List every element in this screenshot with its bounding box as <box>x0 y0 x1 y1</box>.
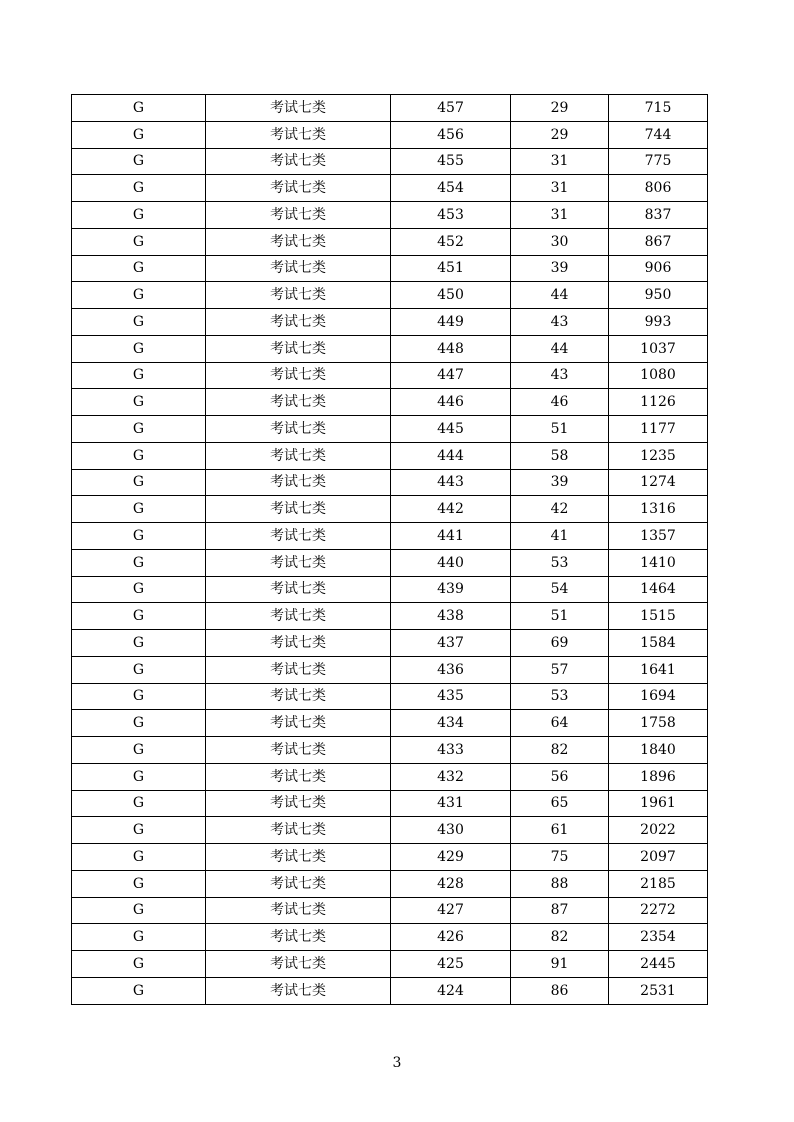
category-cell: G <box>72 576 206 603</box>
table-row <box>72 175 708 202</box>
table-row <box>72 951 708 978</box>
count-cell: 44 <box>511 335 609 362</box>
count-cell: 86 <box>511 977 609 1004</box>
score-cell: 457 <box>391 95 511 122</box>
cumulative-cell: 867 <box>609 228 708 255</box>
score-cell: 424 <box>391 977 511 1004</box>
count-cell: 58 <box>511 442 609 469</box>
exam-type-cell: 考试七类 <box>206 924 391 951</box>
cumulative-cell: 1464 <box>609 576 708 603</box>
count-cell: 54 <box>511 576 609 603</box>
exam-type-cell: 考试七类 <box>206 523 391 550</box>
cumulative-cell: 2185 <box>609 870 708 897</box>
exam-type-cell: 考试七类 <box>206 95 391 122</box>
table-row <box>72 202 708 229</box>
category-cell: G <box>72 202 206 229</box>
category-cell: G <box>72 121 206 148</box>
table-row <box>72 737 708 764</box>
score-cell: 440 <box>391 549 511 576</box>
score-cell: 455 <box>391 148 511 175</box>
category-cell: G <box>72 737 206 764</box>
count-cell: 69 <box>511 630 609 657</box>
count-cell: 43 <box>511 309 609 336</box>
score-cell: 434 <box>391 710 511 737</box>
count-cell: 65 <box>511 790 609 817</box>
category-cell: G <box>72 763 206 790</box>
exam-type-cell: 考试七类 <box>206 255 391 282</box>
count-cell: 64 <box>511 710 609 737</box>
count-cell: 41 <box>511 523 609 550</box>
count-cell: 88 <box>511 870 609 897</box>
exam-type-cell: 考试七类 <box>206 977 391 1004</box>
table-row <box>72 309 708 336</box>
table-row <box>72 844 708 871</box>
category-cell: G <box>72 175 206 202</box>
exam-type-cell: 考试七类 <box>206 844 391 871</box>
table-row <box>72 549 708 576</box>
category-cell: G <box>72 496 206 523</box>
category-cell: G <box>72 844 206 871</box>
cumulative-cell: 715 <box>609 95 708 122</box>
exam-type-cell: 考试七类 <box>206 282 391 309</box>
exam-type-cell: 考试七类 <box>206 630 391 657</box>
category-cell: G <box>72 924 206 951</box>
category-cell: G <box>72 683 206 710</box>
cumulative-cell: 744 <box>609 121 708 148</box>
cumulative-cell: 2354 <box>609 924 708 951</box>
score-cell: 428 <box>391 870 511 897</box>
score-cell: 432 <box>391 763 511 790</box>
score-cell: 451 <box>391 255 511 282</box>
category-cell: G <box>72 335 206 362</box>
table-row <box>72 710 708 737</box>
score-cell: 452 <box>391 228 511 255</box>
count-cell: 75 <box>511 844 609 871</box>
category-cell: G <box>72 442 206 469</box>
score-cell: 426 <box>391 924 511 951</box>
score-cell: 429 <box>391 844 511 871</box>
count-cell: 57 <box>511 656 609 683</box>
category-cell: G <box>72 523 206 550</box>
category-cell: G <box>72 977 206 1004</box>
exam-type-cell: 考试七类 <box>206 202 391 229</box>
table-row <box>72 603 708 630</box>
exam-type-cell: 考试七类 <box>206 603 391 630</box>
count-cell: 30 <box>511 228 609 255</box>
table-row <box>72 362 708 389</box>
exam-type-cell: 考试七类 <box>206 951 391 978</box>
score-cell: 435 <box>391 683 511 710</box>
exam-type-cell: 考试七类 <box>206 763 391 790</box>
score-cell: 427 <box>391 897 511 924</box>
category-cell: G <box>72 389 206 416</box>
cumulative-cell: 1410 <box>609 549 708 576</box>
category-cell: G <box>72 951 206 978</box>
count-cell: 39 <box>511 255 609 282</box>
cumulative-cell: 1037 <box>609 335 708 362</box>
exam-type-cell: 考试七类 <box>206 870 391 897</box>
score-cell: 431 <box>391 790 511 817</box>
count-cell: 82 <box>511 924 609 951</box>
score-cell: 444 <box>391 442 511 469</box>
table-row <box>72 790 708 817</box>
table-row <box>72 95 708 122</box>
score-cell: 438 <box>391 603 511 630</box>
cumulative-cell: 950 <box>609 282 708 309</box>
cumulative-cell: 993 <box>609 309 708 336</box>
count-cell: 42 <box>511 496 609 523</box>
score-cell: 439 <box>391 576 511 603</box>
count-cell: 29 <box>511 95 609 122</box>
table-row <box>72 442 708 469</box>
category-cell: G <box>72 870 206 897</box>
score-cell: 437 <box>391 630 511 657</box>
score-table <box>71 94 708 1005</box>
count-cell: 87 <box>511 897 609 924</box>
table-row <box>72 389 708 416</box>
exam-type-cell: 考试七类 <box>206 228 391 255</box>
score-cell: 453 <box>391 202 511 229</box>
category-cell: G <box>72 656 206 683</box>
score-cell: 445 <box>391 416 511 443</box>
count-cell: 31 <box>511 202 609 229</box>
exam-type-cell: 考试七类 <box>206 148 391 175</box>
exam-type-cell: 考试七类 <box>206 790 391 817</box>
category-cell: G <box>72 255 206 282</box>
table-row <box>72 121 708 148</box>
exam-type-cell: 考试七类 <box>206 656 391 683</box>
table-row <box>72 870 708 897</box>
category-cell: G <box>72 603 206 630</box>
table-row <box>72 523 708 550</box>
exam-type-cell: 考试七类 <box>206 710 391 737</box>
exam-type-cell: 考试七类 <box>206 362 391 389</box>
category-cell: G <box>72 416 206 443</box>
cumulative-cell: 1758 <box>609 710 708 737</box>
cumulative-cell: 1274 <box>609 469 708 496</box>
score-cell: 430 <box>391 817 511 844</box>
score-cell: 456 <box>391 121 511 148</box>
score-cell: 433 <box>391 737 511 764</box>
cumulative-cell: 837 <box>609 202 708 229</box>
cumulative-cell: 2445 <box>609 951 708 978</box>
page-number: 3 <box>392 1055 402 1071</box>
table-row <box>72 255 708 282</box>
exam-type-cell: 考试七类 <box>206 469 391 496</box>
cumulative-cell: 1235 <box>609 442 708 469</box>
cumulative-cell: 1961 <box>609 790 708 817</box>
count-cell: 31 <box>511 148 609 175</box>
score-cell: 454 <box>391 175 511 202</box>
category-cell: G <box>72 148 206 175</box>
category-cell: G <box>72 362 206 389</box>
count-cell: 53 <box>511 683 609 710</box>
table-row <box>72 630 708 657</box>
count-cell: 82 <box>511 737 609 764</box>
exam-type-cell: 考试七类 <box>206 897 391 924</box>
exam-type-cell: 考试七类 <box>206 389 391 416</box>
table-row <box>72 416 708 443</box>
category-cell: G <box>72 228 206 255</box>
table-row <box>72 656 708 683</box>
count-cell: 56 <box>511 763 609 790</box>
exam-type-cell: 考试七类 <box>206 416 391 443</box>
exam-type-cell: 考试七类 <box>206 576 391 603</box>
exam-type-cell: 考试七类 <box>206 175 391 202</box>
cumulative-cell: 1177 <box>609 416 708 443</box>
cumulative-cell: 1357 <box>609 523 708 550</box>
cumulative-cell: 806 <box>609 175 708 202</box>
count-cell: 51 <box>511 416 609 443</box>
count-cell: 31 <box>511 175 609 202</box>
cumulative-cell: 1584 <box>609 630 708 657</box>
score-cell: 436 <box>391 656 511 683</box>
table-row <box>72 897 708 924</box>
exam-type-cell: 考试七类 <box>206 737 391 764</box>
exam-type-cell: 考试七类 <box>206 335 391 362</box>
category-cell: G <box>72 309 206 336</box>
score-cell: 450 <box>391 282 511 309</box>
category-cell: G <box>72 897 206 924</box>
exam-type-cell: 考试七类 <box>206 442 391 469</box>
cumulative-cell: 1316 <box>609 496 708 523</box>
category-cell: G <box>72 282 206 309</box>
cumulative-cell: 906 <box>609 255 708 282</box>
table-row <box>72 576 708 603</box>
cumulative-cell: 2272 <box>609 897 708 924</box>
count-cell: 53 <box>511 549 609 576</box>
exam-type-cell: 考试七类 <box>206 817 391 844</box>
score-cell: 442 <box>391 496 511 523</box>
category-cell: G <box>72 817 206 844</box>
count-cell: 61 <box>511 817 609 844</box>
category-cell: G <box>72 710 206 737</box>
table-row <box>72 683 708 710</box>
score-cell: 425 <box>391 951 511 978</box>
cumulative-cell: 1641 <box>609 656 708 683</box>
score-cell: 446 <box>391 389 511 416</box>
category-cell: G <box>72 630 206 657</box>
score-cell: 449 <box>391 309 511 336</box>
count-cell: 29 <box>511 121 609 148</box>
exam-type-cell: 考试七类 <box>206 496 391 523</box>
table-row <box>72 282 708 309</box>
cumulative-cell: 1840 <box>609 737 708 764</box>
table-row <box>72 469 708 496</box>
cumulative-cell: 2022 <box>609 817 708 844</box>
table-row <box>72 817 708 844</box>
category-cell: G <box>72 790 206 817</box>
score-cell: 448 <box>391 335 511 362</box>
score-cell: 447 <box>391 362 511 389</box>
count-cell: 44 <box>511 282 609 309</box>
table-row <box>72 977 708 1004</box>
cumulative-cell: 1126 <box>609 389 708 416</box>
table-row <box>72 924 708 951</box>
count-cell: 39 <box>511 469 609 496</box>
table-row <box>72 228 708 255</box>
table-row <box>72 335 708 362</box>
cumulative-cell: 1694 <box>609 683 708 710</box>
count-cell: 51 <box>511 603 609 630</box>
cumulative-cell: 775 <box>609 148 708 175</box>
category-cell: G <box>72 549 206 576</box>
exam-type-cell: 考试七类 <box>206 683 391 710</box>
score-cell: 441 <box>391 523 511 550</box>
count-cell: 91 <box>511 951 609 978</box>
score-cell: 443 <box>391 469 511 496</box>
count-cell: 43 <box>511 362 609 389</box>
exam-type-cell: 考试七类 <box>206 309 391 336</box>
table-row <box>72 496 708 523</box>
count-cell: 46 <box>511 389 609 416</box>
category-cell: G <box>72 95 206 122</box>
cumulative-cell: 2531 <box>609 977 708 1004</box>
cumulative-cell: 1896 <box>609 763 708 790</box>
table-body <box>72 95 708 1005</box>
cumulative-cell: 2097 <box>609 844 708 871</box>
cumulative-cell: 1080 <box>609 362 708 389</box>
cumulative-cell: 1515 <box>609 603 708 630</box>
exam-type-cell: 考试七类 <box>206 549 391 576</box>
exam-type-cell: 考试七类 <box>206 121 391 148</box>
table-row <box>72 763 708 790</box>
table-row <box>72 148 708 175</box>
category-cell: G <box>72 469 206 496</box>
